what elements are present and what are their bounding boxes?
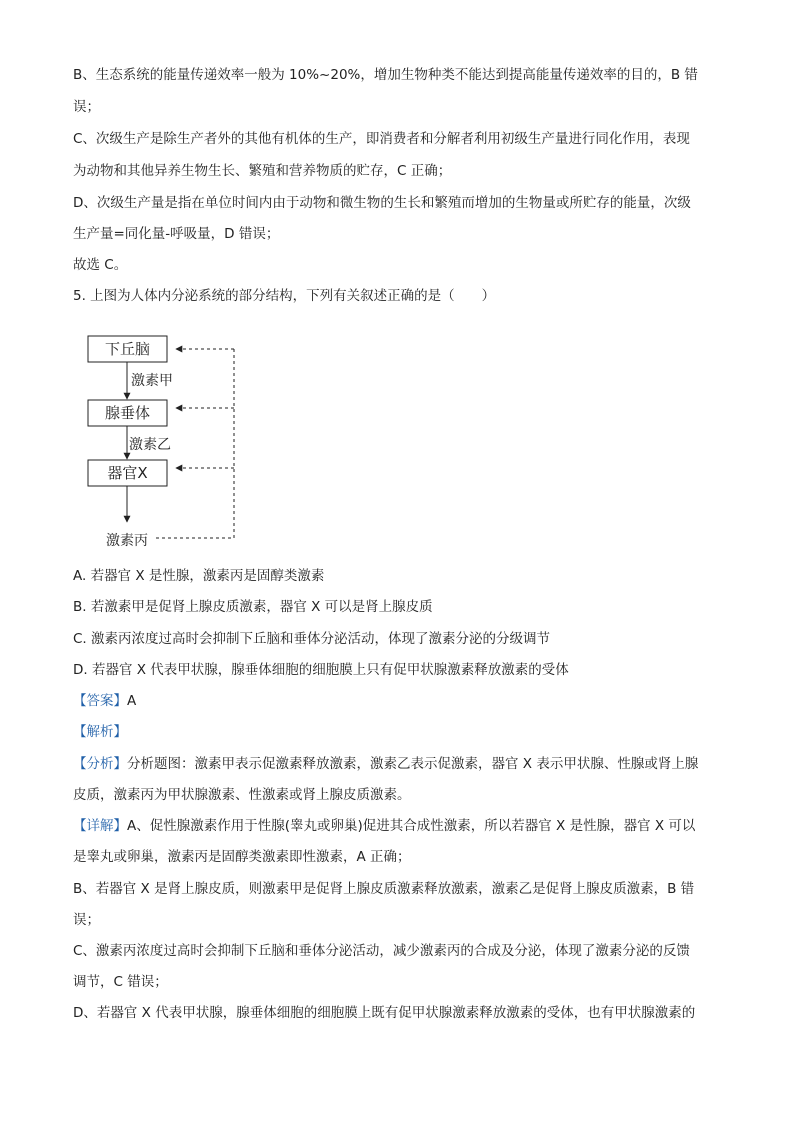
svg-text:腺垂体: 腺垂体 <box>104 404 151 422</box>
text-line: 生产量=同化量-呼吸量，D 错误； <box>73 226 280 242</box>
option-d: D. 若器官 X 代表甲状腺，腺垂体细胞的细胞膜上只有促甲状腺激素释放激素的受体 <box>73 662 569 678</box>
fenxi-text: 分析题图：激素甲表示促激素释放激素，激素乙表示促激素，器官 X 表示甲状腺、性腺或肾上腺 <box>127 756 699 772</box>
box-hypothalamus <box>88 336 167 362</box>
text-line: 为动物和其他异养生物生长、繁殖和营养物质的贮存，C 正确； <box>73 163 452 179</box>
option-a: A. 若器官 X 是性腺，激素丙是固醇类激素 <box>73 568 325 584</box>
endocrine-diagram <box>84 326 254 556</box>
fenxi-line-2: 皮质，激素丙为甲状腺激素、性激素或肾上腺皮质激素。 <box>73 787 411 803</box>
box-organ-x <box>88 460 167 486</box>
detail-line-4: 误； <box>73 912 100 928</box>
detail-line <box>73 817 695 835</box>
text-line: D、次级生产量是指在单位时间内由于动物和微生物的生长和繁殖而增加的生物量或所贮存的能量，次级 <box>73 195 691 211</box>
text-line: B、生态系统的能量传递效率一般为 10%~20%，增加生物种类不能达到提高能量传递效率的目的，B 错 <box>73 67 698 83</box>
box-adenohypophysis <box>88 400 167 426</box>
detail-line-2: 是睾丸或卵巢，激素丙是固醇类激素即性激素，A 正确； <box>73 849 411 865</box>
detail-line-7: D、若器官 X 代表甲状腺，腺垂体细胞的细胞膜上既有促甲状腺激素释放激素的受体，也有甲状腺激素的 <box>73 1005 696 1021</box>
fenxi-tag: 【分析】 <box>73 756 127 772</box>
fenxi-line <box>73 755 698 773</box>
option-c: C. 激素丙浓度过高时会抑制下丘脑和垂体分泌活动，体现了激素分泌的分级调节 <box>73 631 551 647</box>
detail-line-3: B、若器官 X 是肾上腺皮质，则激素甲是促肾上腺皮质激素释放激素，激素乙是促肾上腺皮质激素，B 错 <box>73 881 695 897</box>
label-hormone-c: 激素丙 <box>106 533 148 549</box>
detail-line-5: C、激素丙浓度过高时会抑制下丘脑和垂体分泌活动，减少激素丙的合成及分泌，体现了激素分泌的反馈 <box>73 943 690 959</box>
analysis-heading: 【解析】 <box>73 724 127 740</box>
answer-value: A <box>127 693 137 709</box>
detail-text: A、促性腺激素作用于性腺(睾丸或卵巢)促进其合成性激素，所以若器官 X 是性腺，器官 X 可以 <box>127 818 696 834</box>
text-line: C、次级生产是除生产者外的其他有机体的生产，即消费者和分解者利用初级生产量进行同化作用，表现 <box>73 131 690 147</box>
label-hormone-b: 激素乙 <box>129 437 171 453</box>
text-line: 故选 C。 <box>73 257 128 273</box>
svg-text:下丘脑: 下丘脑 <box>104 340 151 358</box>
text-line: 误； <box>73 99 100 115</box>
label-hormone-a: 激素甲 <box>131 373 173 389</box>
question-stem: 5. 上图为人体内分泌系统的部分结构，下列有关叙述正确的是（ ） <box>73 288 496 304</box>
answer-tag: 【答案】 <box>73 693 127 709</box>
detail-line-6: 调节，C 错误； <box>73 974 168 990</box>
answer-line <box>73 692 136 710</box>
option-b: B. 若激素甲是促肾上腺皮质激素，器官 X 可以是肾上腺皮质 <box>73 599 433 615</box>
svg-text:器官X: 器官X <box>107 464 148 482</box>
detail-tag: 【详解】 <box>73 818 127 834</box>
